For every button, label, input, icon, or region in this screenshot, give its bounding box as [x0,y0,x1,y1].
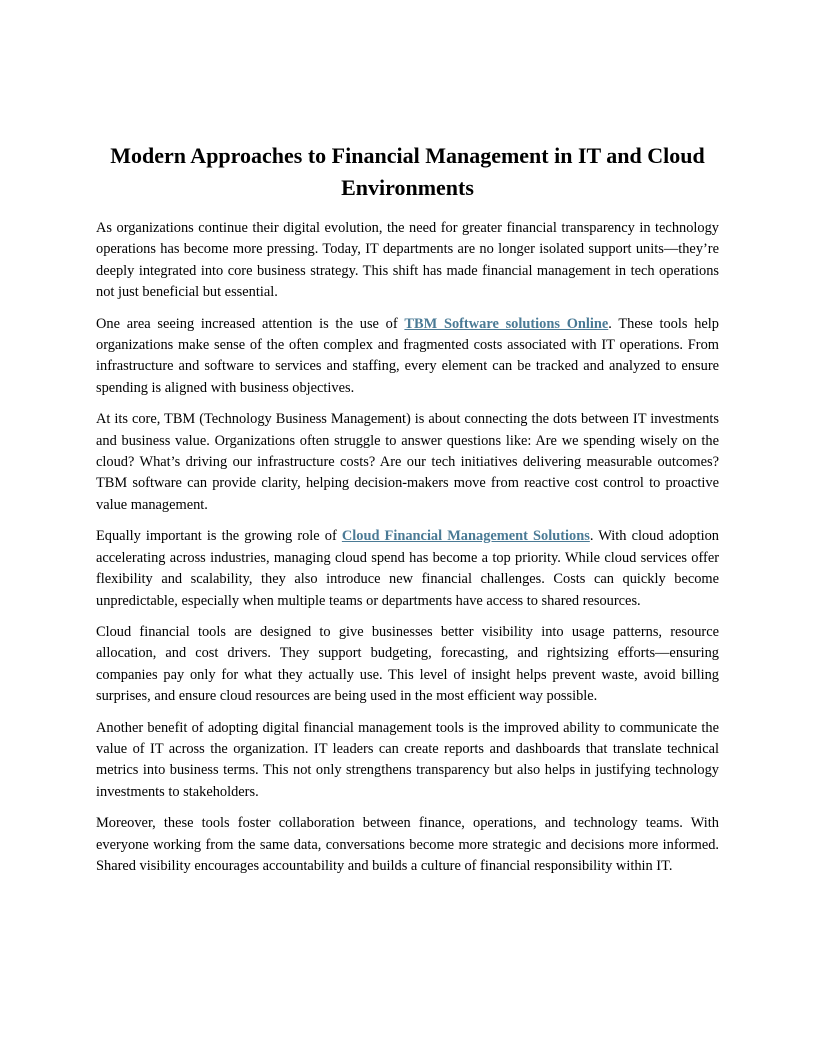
paragraph-text: . These tools help organizations make sense of the often complex and fragmented costs associated with IT operations. From infrastructure and software to services and staffing, every element can be tracked and analyzed to ensure spending is aligned with business objectives. [96,315,719,396]
cloud-financial-management-link[interactable]: Cloud Financial Management Solutions [341,528,590,545]
tbm-software-link[interactable]: TBM Software solutions Online [404,315,609,332]
paragraph-cloud-financial [96,526,719,612]
paragraph-text: . With cloud adoption accelerating across industries, managing cloud spend has become a top priority. While cloud services offer flexibility and scalability, they also introduce new financial challenges. Costs can quickly become unpredictable, especially when multiple teams or departments have access to shared resources. [96,528,719,609]
paragraph-cloud-tools: Cloud financial tools are designed to give businesses better visibility into usage patterns, resource allocation, and cost drivers. They support budgeting, forecasting, and rightsizing efforts—ensuring companies pay only for what they actually use. This level of insight helps prevent waste, avoid billing surprises, and ensure cloud resources are being used in the most efficient way possible. [96,623,719,705]
paragraph-tbm-software [96,314,719,400]
paragraph-benefits: Another benefit of adopting digital financial management tools is the improved ability to communicate the value of IT across the organization. IT leaders can create reports and dashboards that translate technical metrics into business terms. This not only strengthens transparency but also helps in justifying technology investments to stakeholders. [96,719,719,800]
paragraph-text: One area seeing increased attention is the use of [96,315,405,332]
paragraph-collaboration: Moreover, these tools foster collaboration between finance, operations, and technology teams. With everyone working from the same data, conversations become more strategic and decisions more informed. Shared visibility encourages accountability and builds a culture of financial responsibility within IT. [96,815,719,874]
paragraph-text: Equally important is the growing role of [96,528,342,545]
document-title: Modern Approaches to Financial Management in IT and Cloud Environments [110,143,705,200]
paragraph-tbm-core: At its core, TBM (Technology Business Management) is about connecting the dots between IT investments and business value. Organizations often struggle to answer questions like: Are we spending wisely on the cloud? What’s driving our infrastructure costs? Are our tech initiatives delivering measurable outcomes? TBM software can provide clarity, helping decision-makers move from reactive cost control to proactive value management. [96,411,719,513]
document-page [96,140,719,887]
paragraph-intro: As organizations continue their digital evolution, the need for greater financial transparency in technology operations has become more pressing. Today, IT departments are no longer isolated support units—they’re deeply integrated into core business strategy. This shift has made financial management in tech operations not just beneficial but essential. [96,220,719,301]
